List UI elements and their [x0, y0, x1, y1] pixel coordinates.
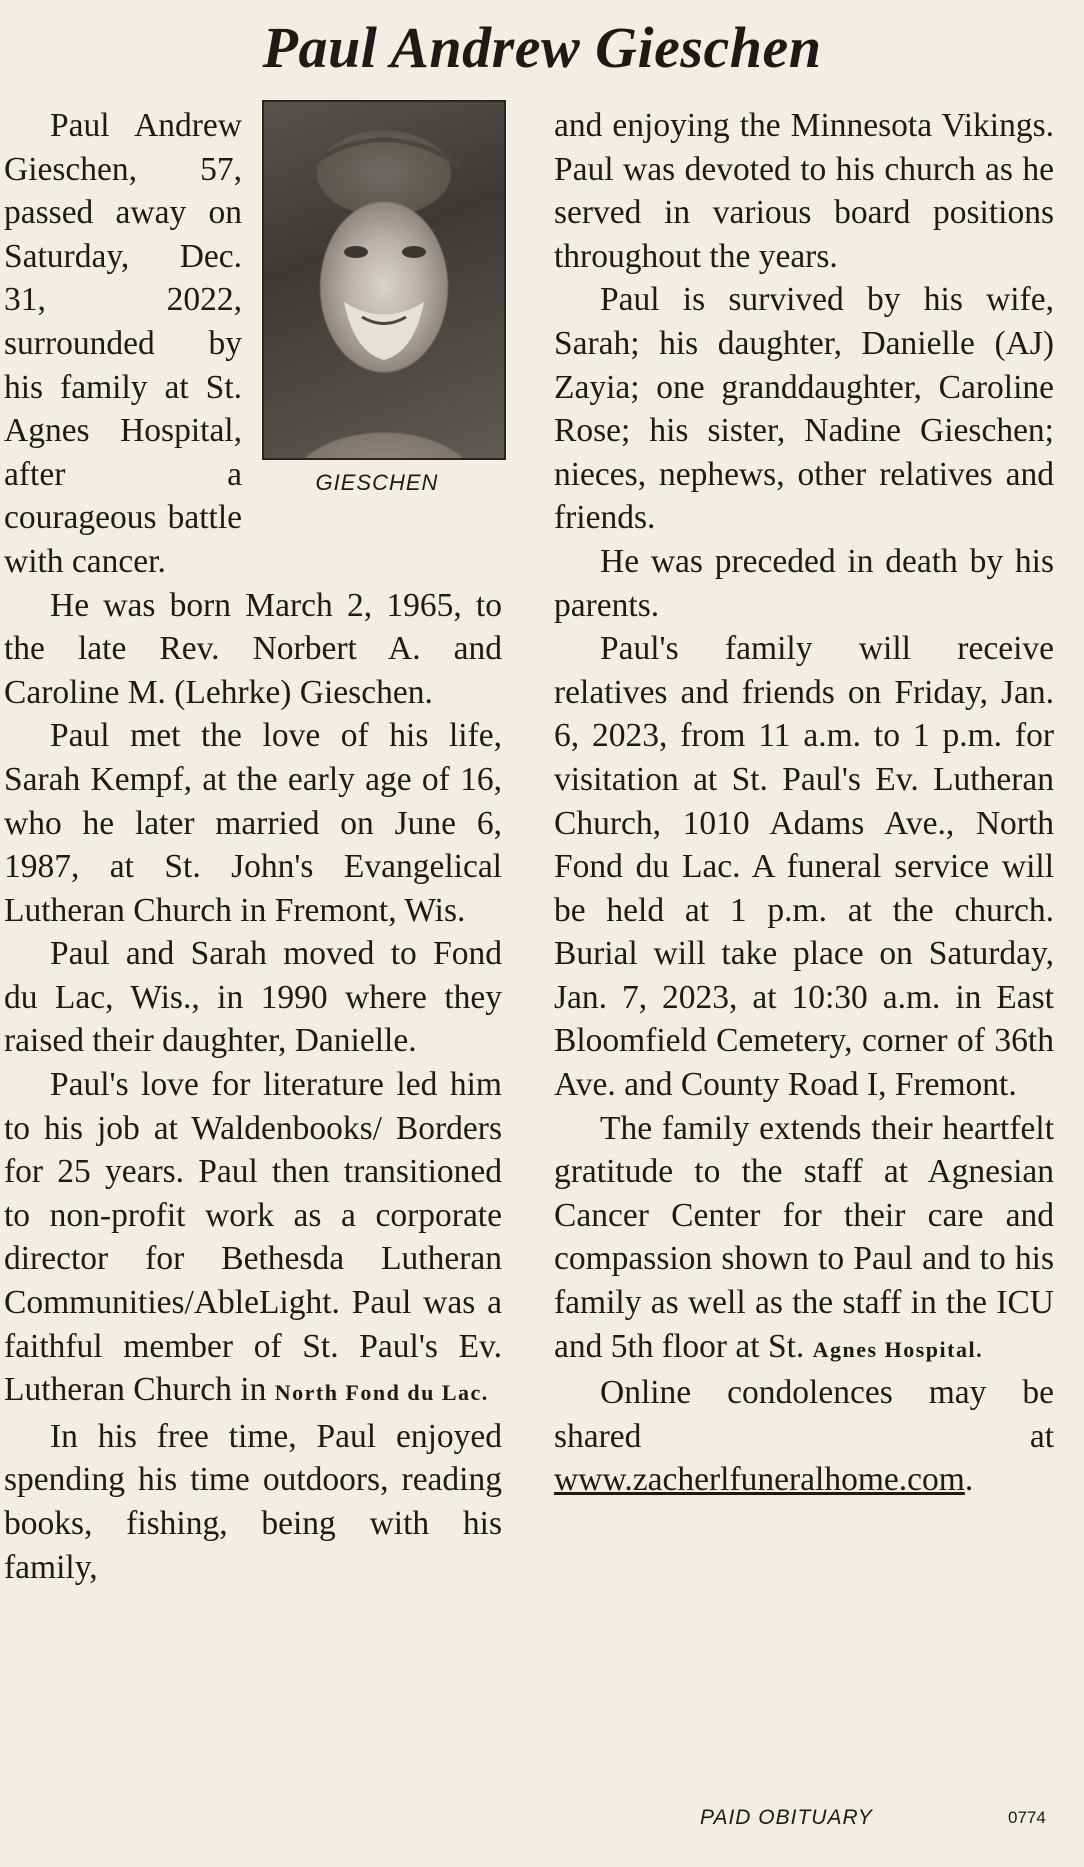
career-text-end: North Fond du Lac. — [274, 1380, 489, 1406]
paragraph-vikings: and enjoying the Minnesota Vikings. Paul was devoted to his church as he served in various board positions throughout the years. — [554, 107, 1054, 275]
paragraph-marriage: Paul met the love of his life, Sarah Kempf, at the early age of 16, who he later married on June 6, 1987, at St. John's Evangelical Lutheran Church in Fremont, Wis. — [4, 717, 502, 929]
paragraph-gratitude — [554, 1107, 1054, 1372]
paragraph-intro: Paul Andrew Gieschen, 57, passed away on Saturday, Dec. 31, 2022, surrounded by his family at St. Agnes Hospital, after a courageous battle with cancer. — [4, 107, 242, 580]
paragraph-career — [4, 1063, 502, 1415]
portrait-illustration — [264, 102, 504, 458]
paragraph-move: Paul and Sarah moved to Fond du Lac, Wis., in 1990 where they raised their daughter, Danielle. — [4, 935, 502, 1060]
photo-caption: GIESCHEN — [315, 470, 439, 495]
portrait-photo — [262, 100, 506, 460]
obituary-title: Paul Andrew Gieschen — [262, 15, 822, 80]
paid-obituary-label: PAID OBITUARY — [700, 1806, 873, 1829]
left-column — [4, 104, 502, 1589]
condolences-period: . — [964, 1461, 974, 1499]
career-text: Paul's love for literature led him to his job at Waldenbooks/ Borders for 25 years. Paul then transitioned to non-profit work as a corporate director for Bethesda Lutheran Communities/AbleLight. Paul was a faithful member of St. Paul's Ev. Lutheran Church in — [4, 1066, 502, 1409]
condolences-text: Online condolences may be shared at — [554, 1374, 1054, 1455]
paragraph-services: Paul's family will receive relatives and friends on Friday, Jan. 6, 2023, from 11 a.m. to 1 p.m. for visitation at St. Paul's Ev. Lutheran Church, 1010 Adams Ave., North Fond du Lac. A funeral service will be held at 1 p.m. at the church. Burial will take place on Saturday, Jan. 7, 2023, at 10:30 a.m. in East Bloomfield Cemetery, corner of 36th Ave. and County Road I, Fremont. — [554, 630, 1054, 1104]
paragraph-preceded: He was preceded in death by his parents. — [554, 542, 1054, 624]
gratitude-text-end: Agnes Hospital. — [812, 1336, 984, 1362]
right-column — [554, 104, 1054, 1502]
gratitude-text: The family extends their heartfelt gratitude to the staff at Agnesian Cancer Center for their care and compassion shown to Paul and to his family as well as the staff in the ICU and 5th floor at St. — [554, 1109, 1054, 1365]
paragraph-survivors: Paul is survived by his wife, Sarah; his daughter, Danielle (AJ) Zayia; one granddaughter, Caroline Rose; his sister, Nadine Gieschen; nieces, nephews, other relatives and friends. — [554, 281, 1054, 537]
photo-block — [252, 100, 502, 496]
paragraph-free-time: In his free time, Paul enjoyed spending his time outdoors, reading books, fishing, being with his family, — [4, 1417, 502, 1586]
obituary-code: 0774 — [1008, 1808, 1046, 1827]
paragraph-birth: He was born March 2, 1965, to the late Rev. Norbert A. and Caroline M. (Lehrke) Gieschen. — [4, 586, 502, 711]
funeral-home-link[interactable]: www.zacherlfuneralhome.com — [554, 1461, 965, 1499]
paragraph-condolences — [554, 1371, 1054, 1502]
